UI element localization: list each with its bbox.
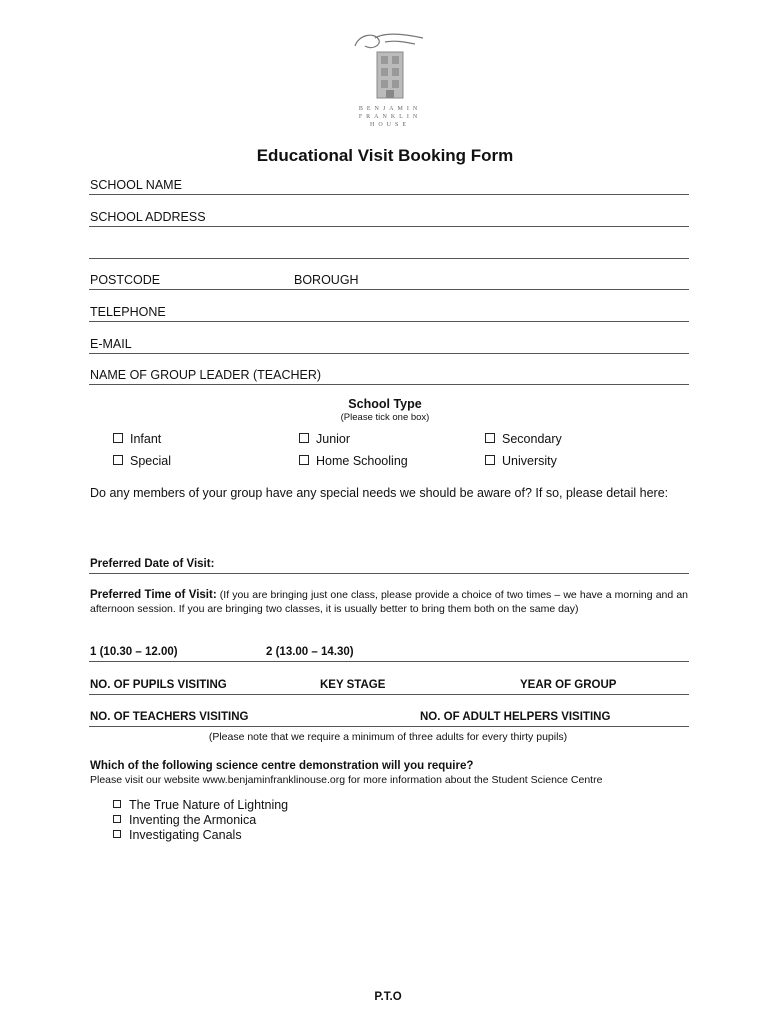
checkbox-icon[interactable] — [113, 830, 121, 838]
checkbox-icon[interactable] — [113, 815, 121, 823]
email-field[interactable] — [89, 353, 689, 354]
option-special[interactable] — [113, 454, 171, 468]
logo-text-3: HOUSE — [369, 122, 410, 128]
email-label: E-MAIL — [90, 337, 132, 351]
logo-text-2: FRANKLIN — [358, 114, 422, 120]
teachers-field[interactable] — [89, 726, 689, 727]
adult-helpers-label: NO. OF ADULT HELPERS VISITING — [420, 711, 611, 723]
option-university-label: University — [502, 454, 557, 468]
option-infant-label: Infant — [130, 432, 162, 446]
option-secondary[interactable] — [485, 432, 562, 446]
school-type-heading: School Type — [348, 397, 422, 411]
checkbox-icon[interactable] — [299, 433, 309, 443]
year-group-label: YEAR OF GROUP — [520, 679, 617, 691]
option-infant[interactable] — [113, 432, 161, 446]
preferred-date-field[interactable] — [89, 573, 689, 574]
checkbox-icon[interactable] — [485, 455, 495, 465]
demo-option-lightning[interactable] — [113, 798, 288, 812]
preferred-time-label: Preferred Time of Visit: — [90, 589, 217, 601]
time-slot-field[interactable] — [89, 661, 689, 662]
logo-emblem — [345, 28, 435, 100]
preferred-date-label: Preferred Date of Visit: — [90, 558, 215, 570]
demo-option-armonica[interactable] — [113, 813, 256, 827]
checkbox-icon[interactable] — [485, 433, 495, 443]
demo-option-canals[interactable] — [113, 828, 242, 842]
school-name-field[interactable] — [89, 194, 689, 195]
checkbox-icon[interactable] — [299, 455, 309, 465]
key-stage-label: KEY STAGE — [320, 679, 386, 691]
checkbox-icon[interactable] — [113, 433, 123, 443]
demo-option-lightning-label: The True Nature of Lightning — [129, 798, 289, 812]
school-address-label: SCHOOL ADDRESS — [90, 210, 206, 224]
logo — [345, 28, 435, 128]
option-secondary-label: Secondary — [502, 432, 562, 446]
option-university[interactable] — [485, 454, 557, 468]
postcode-label: POSTCODE — [90, 273, 161, 287]
website-note: Please visit our website www.benjaminfranklinouse.org for more information about the Student Science Centre — [90, 774, 603, 786]
logo-text-1: BENJAMIN — [358, 106, 422, 112]
borough-label: BOROUGH — [294, 273, 359, 287]
adults-ratio-note: (Please note that we require a minimum of three adults for every thirty pupils) — [208, 731, 568, 743]
pto-footer: P.T.O — [374, 991, 402, 1003]
school-type-note: (Please tick one box) — [340, 412, 430, 423]
option-home-schooling[interactable] — [299, 454, 408, 468]
checkbox-icon[interactable] — [113, 800, 121, 808]
demo-option-armonica-label: Inventing the Armonica — [129, 813, 257, 827]
telephone-field[interactable] — [89, 321, 689, 322]
option-home-schooling-label: Home Schooling — [316, 454, 408, 468]
page-title: Educational Visit Booking Form — [256, 146, 514, 165]
telephone-label: TELEPHONE — [90, 305, 166, 319]
time-slot-1: 1 (10.30 – 12.00) — [90, 646, 178, 658]
group-leader-label: NAME OF GROUP LEADER (TEACHER) — [90, 368, 322, 382]
demo-option-canals-label: Investigating Canals — [129, 828, 242, 842]
option-junior[interactable] — [299, 432, 350, 446]
checkbox-icon[interactable] — [113, 455, 123, 465]
school-address-field-1[interactable] — [89, 226, 689, 227]
preferred-time-text: (If you are bringing just one class, please provide a choice of two times – we have a morning and an afternoon session. If you are bringing two classes, it is usually better to bring them both on the same day) — [90, 589, 688, 615]
option-junior-label: Junior — [316, 432, 351, 446]
postcode-borough-field[interactable] — [89, 289, 689, 290]
pupils-field[interactable] — [89, 694, 689, 695]
time-slot-2: 2 (13.00 – 14.30) — [266, 646, 354, 658]
option-special-label: Special — [130, 454, 171, 468]
demonstration-question: Which of the following science centre demonstration will you require? — [90, 760, 474, 772]
teachers-visiting-label: NO. OF TEACHERS VISITING — [90, 711, 249, 723]
pupils-visiting-label: NO. OF PUPILS VISITING — [90, 679, 227, 691]
special-needs-question: Do any members of your group have any special needs we should be aware of? If so, please detail here: — [90, 486, 669, 500]
group-leader-field[interactable] — [89, 384, 689, 385]
preferred-time-block — [90, 588, 688, 616]
school-address-field-2[interactable] — [89, 258, 689, 259]
school-name-label: SCHOOL NAME — [90, 178, 182, 192]
